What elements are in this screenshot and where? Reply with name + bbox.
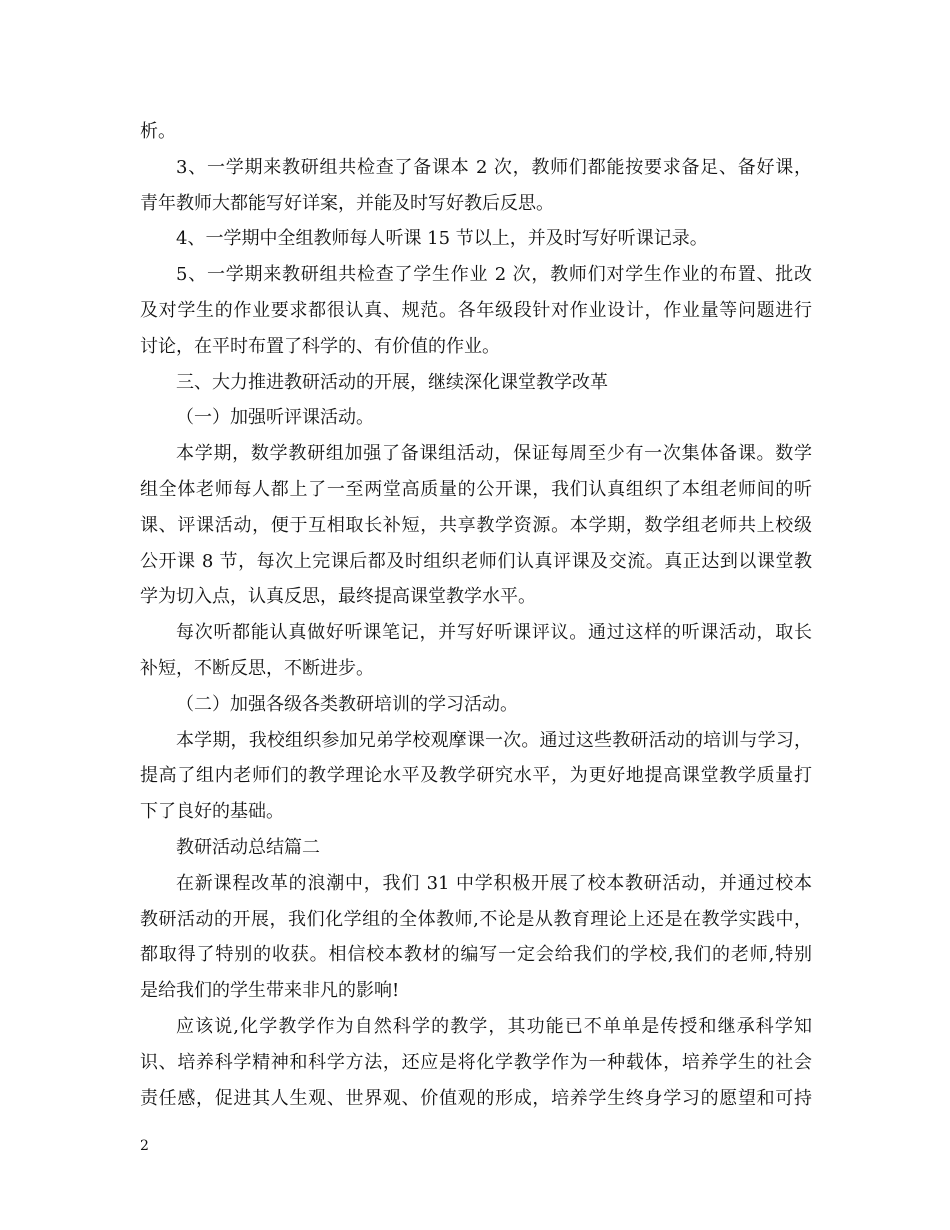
text-line: 教研活动的开展，我们化学组的全体教师,不论是从教育理论上还是在教学实践中， xyxy=(140,908,812,930)
page-number: 2 xyxy=(140,1138,149,1154)
text-line: 5、一学期来教研组共检查了学生作业 2 次，教师们对学生作业的布置、批改 xyxy=(176,264,812,286)
text-line: 提高了组内老师们的教学理论水平及教学研究水平，为更好地提高课堂教学质量打 xyxy=(140,765,812,787)
text-line: 青年教师大都能写好详案，并能及时写好教后反思。 xyxy=(140,192,554,214)
text-line: 责任感，促进其人生观、世界观、价值观的形成，培养学生终身学习的愿望和可持 xyxy=(140,1087,812,1109)
text-line: 教研活动总结篇二 xyxy=(176,836,320,858)
text-line: 课、评课活动，便于互相取长补短，共享教学资源。本学期，数学组老师共上校级 xyxy=(140,514,812,536)
text-line: 3、一学期来教研组共检查了备课本 2 次，教师们都能按要求备足、备好课， xyxy=(176,156,812,178)
text-line: 都取得了特别的收获。相信校本教材的编写一定会给我们的学校,我们的老师,特别 xyxy=(140,944,812,966)
text-line: 本学期，我校组织参加兄弟学校观摩课一次。通过这些教研活动的培训与学习， xyxy=(176,729,812,751)
text-line: 讨论，在平时布置了科学的、有价值的作业。 xyxy=(140,335,500,357)
text-line: 在新课程改革的浪潮中，我们 31 中学积极开展了校本教研活动，并通过校本 xyxy=(176,872,812,894)
text-line: （一）加强听评课活动。 xyxy=(176,407,374,429)
text-line: 三、大力推进教研活动的开展，继续深化课堂教学改革 xyxy=(176,371,608,393)
body-text xyxy=(140,114,812,1116)
text-line: 下了良好的基础。 xyxy=(140,801,284,823)
text-line: 是给我们的学生带来非凡的影响! xyxy=(140,980,400,1002)
text-line: （二）加强各级各类教研培训的学习活动。 xyxy=(176,693,518,715)
text-line: 及对学生的作业要求都很认真、规范。各年级段针对作业设计，作业量等问题进行 xyxy=(140,299,812,321)
text-line: 每次听都能认真做好听课笔记，并写好听课评议。通过这样的听课活动，取长 xyxy=(176,622,812,644)
text-line: 应该说,化学教学作为自然科学的教学，其功能已不单单是传授和继承科学知 xyxy=(176,1015,812,1037)
text-line: 公开课 8 节，每次上完课后都及时组织老师们认真评课及交流。真正达到以课堂教 xyxy=(140,550,812,572)
text-line: 学为切入点，认真反思，最终提高课堂教学水平。 xyxy=(140,586,536,608)
text-line: 析。 xyxy=(140,121,176,142)
text-line: 识、培养科学精神和科学方法，还应是将化学教学作为一种载体，培养学生的社会 xyxy=(140,1051,812,1073)
text-line: 4、一学期中全组教师每人听课 15 节以上，并及时写好听课记录。 xyxy=(176,228,708,250)
text-line: 补短，不断反思，不断进步。 xyxy=(140,657,374,679)
text-line: 本学期，数学教研组加强了备课组活动，保证每周至少有一次集体备课。数学 xyxy=(176,443,812,465)
text-line: 组全体老师每人都上了一至两堂高质量的公开课，我们认真组织了本组老师间的听 xyxy=(140,478,812,500)
